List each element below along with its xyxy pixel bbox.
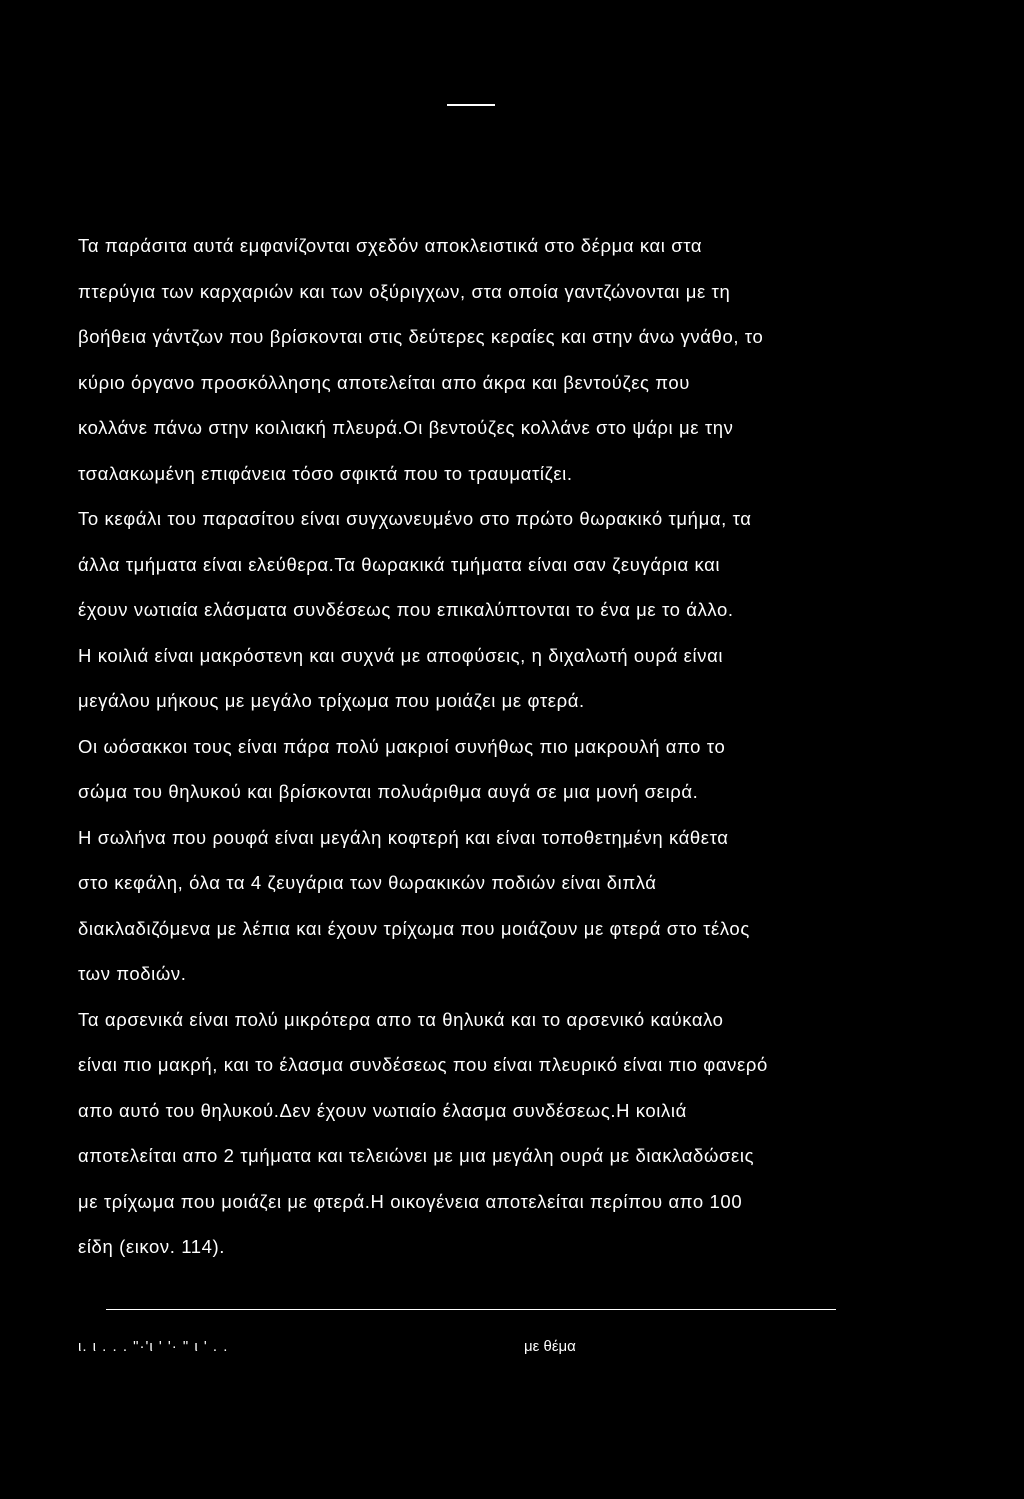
text-line: Η σωλήνα που ρουφά είναι μεγάλη κοφτερή και είναι τοποθετημένη κάθετα <box>78 826 729 848</box>
text-line: στο κεφάλη, όλα τα 4 ζευγάρια των θωρακικών ποδιών είναι διπλά <box>78 872 657 893</box>
text-line: απο αυτό του θηλυκού.Δεν έχουν νωτιαίο έλασμα συνδέσεως.Η κοιλιά <box>78 1099 687 1121</box>
text-line: με τρίχωμα που μοιάζει με φτερά.Η οικογένεια αποτελείται περίπου απο 100 <box>78 1190 743 1212</box>
text-line: είναι πιο μακρή, και το έλασμα συνδέσεως που είναι πλευρικό είναι πιο φανερό <box>78 1054 768 1075</box>
text-line: τσαλακωμένη επιφάνεια τόσο σφικτά που το τραυματίζει. <box>78 462 573 484</box>
footnote-garbled-text: ι. ι . . . "·'ι ' '· " ι ' . . <box>78 1338 229 1355</box>
text-line: Τα αρσενικά είναι πολύ μικρότερα απο τα θηλυκά και το αρσενικό καύκαλο <box>78 1008 724 1030</box>
footnote-text: με θέμα <box>524 1338 576 1355</box>
footnote <box>78 1334 778 1360</box>
text-line: βοήθεια γάντζων που βρίσκονται στις δεύτερες κεραίες και στην άνω γνάθο, το <box>78 326 764 347</box>
text-line: Η κοιλιά είναι μακρόστενη και συχνά με αποφύσεις, η διχαλωτή ουρά είναι <box>78 644 724 666</box>
text-line: είδη (εικον. 114). <box>78 1236 226 1257</box>
text-line: αποτελείται απο 2 τμήματα και τελειώνει με μια μεγάλη ουρά με διακλαδώσεις <box>78 1145 755 1166</box>
text-line: άλλα τμήματα είναι ελεύθερα.Τα θωρακικά τμήματα είναι σαν ζευγάρια και <box>78 553 721 575</box>
text-line: Οι ωόσακκοι τους είναι πάρα πολύ μακριοί συνήθως πιο μακρουλή απο το <box>78 735 726 757</box>
text-line: των ποδιών. <box>78 963 187 984</box>
text-line: έχουν νωτιαία ελάσματα συνδέσεως που επικαλύπτονται το ένα με το άλλο. <box>78 599 734 620</box>
text-line: κολλάνε πάνω στην κοιλιακή πλευρά.Οι βεντούζες κολλάνε στο ψάρι με την <box>78 417 734 438</box>
footnote-rule <box>106 1309 836 1310</box>
text-line: πτερύγια των καρχαριών και των οξύριγχων, στα οποία γαντζώνονται με τη <box>78 280 731 302</box>
top-rule <box>447 104 495 106</box>
text-line: κύριο όργανο προσκόλλησης αποτελείται απο άκρα και βεντούζες που <box>78 371 691 393</box>
text-line: διακλαδιζόμενα με λέπια και έχουν τρίχωμα που μοιάζουν με φτερά στο τέλος <box>78 917 750 939</box>
text-line: Τα παράσιτα αυτά εμφανίζονται σχεδόν αποκλειστικά στο δέρμα και στα <box>78 235 703 256</box>
text-line: Το κεφάλι του παρασίτου είναι συγχωνευμένο στο πρώτο θωρακικό τμήμα, τα <box>78 508 752 529</box>
body-text <box>78 223 958 1270</box>
text-line: μεγάλου μήκους με μεγάλο τρίχωμα που μοιάζει με φτερά. <box>78 690 585 711</box>
text-line: σώμα του θηλυκού και βρίσκονται πολυάριθμα αυγά σε μια μονή σειρά. <box>78 781 699 802</box>
